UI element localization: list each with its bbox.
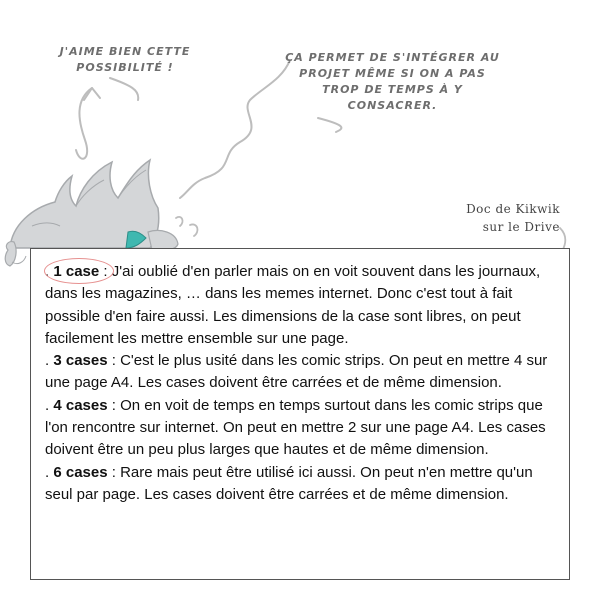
term-4-cases: 4 cases	[53, 396, 108, 414]
text-box	[30, 248, 570, 580]
doc-note: Doc de Kikwik sur le Drive	[466, 202, 560, 234]
term-6-cases: 6 cases	[53, 463, 108, 481]
paragraph-4-cases: . 4 cases : On en voit de temps en temps surtout dans les comic strips que l'on rencontre sur internet. On peut en mettre 2 sur une page A4. Les cases doivent être un peu plus larges que hautes et de même dimension.	[45, 396, 546, 459]
paragraph-1-case: . 1 case : J'ai oublié d'en parler mais on en voit souvent dans les journaux, dans les magazines, … dans les memes internet. Donc c'est tout à fait possible d'en faire aussi. Les dimensions de la case sont libres, on peut facilement les mettre ensemble sur une page.	[45, 263, 541, 347]
speech-tail-left	[76, 78, 138, 159]
speech-caption-right: ÇA PERMET DE S'INTÉGRER AU PROJET MÊME SI ON A PAS TROP DE TEMPS À Y CONSACRER.	[285, 51, 500, 112]
speech-caption-left: J'AIME BIEN CETTE POSSIBILITÉ !	[59, 45, 191, 74]
paragraph-3-cases: . 3 cases : C'est le plus usité dans les comic strips. On peut en mettre 4 sur une page A4. Les cases doivent être carrées et de même dimension.	[45, 352, 548, 392]
term-3-cases: 3 cases	[53, 352, 108, 370]
paragraph-6-cases: . 6 cases : Rare mais peut être utilisé ici aussi. On peut n'en mettre qu'un seul par page. Les cases doivent être carrées et de même dimension.	[45, 463, 533, 503]
term-1-case: 1 case	[53, 263, 100, 280]
